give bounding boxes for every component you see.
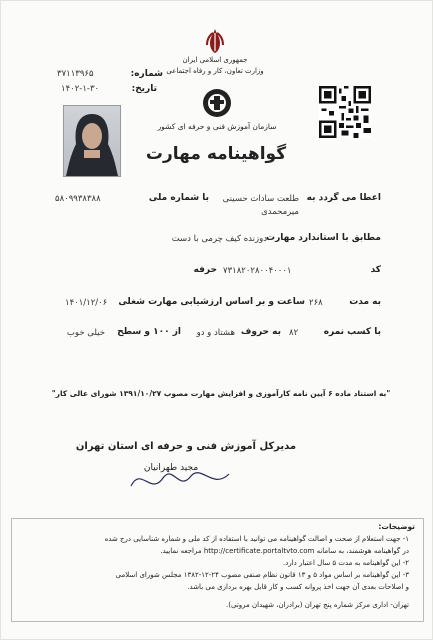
exam-date-value: ۱۴۰۱/۱۲/۰۶ <box>65 298 108 308</box>
signature-scribble <box>121 456 241 506</box>
standard-label: مطابق با استاندارد مهارت <box>266 233 381 243</box>
code-value: ۷۳۱۸۲۰۲۸۰۰۴۰۰۰۱ <box>223 266 292 276</box>
hours-label: ساعت و بر اساس ارزشیابی مهارت شغلی <box>118 297 305 307</box>
number-label: شماره: <box>130 69 163 79</box>
note-line-6: تهران- اداری مرکز شماره پنج تهران (برادران، شهیدان مروتی). <box>226 601 409 609</box>
granted-label: اعطا می گردد به <box>306 193 381 203</box>
notes-heading: توضیحات: <box>378 522 415 531</box>
holder-name: طلعت سادات حسینی <box>222 194 299 204</box>
out-of-label: از ۱۰۰ و سطح <box>117 327 181 337</box>
tvto-logo-icon <box>201 87 233 119</box>
note-line-3: ۲- این گواهینامه به مدت ۵ سال اعتبار دارد. <box>283 559 409 567</box>
national-id-label: با شماره ملی <box>148 193 209 203</box>
notes-section <box>11 518 424 622</box>
duration-value: ۲۶۸ <box>309 298 323 308</box>
score-words: هشتاد و دو <box>196 328 235 338</box>
signatory-name: مجید طهرانیان <box>143 463 199 473</box>
in-words-label: به حروف <box>240 327 281 337</box>
country-name: جمهوری اسلامی ایران <box>182 56 248 64</box>
legal-note: "به استناد ماده ۶ آیین نامه کارآموزی و افزایش مهارت مصوب ۱۳۹۱/۱۰/۲۷ شورای عالی کار" <box>51 389 391 398</box>
date-label: تاریخ: <box>131 84 157 94</box>
date-value: ۱۴۰۲-۱-۳۰ <box>61 84 100 94</box>
note-line-4: ۳- این گواهینامه بر اساس مواد ۵ و ۱۳ قانون نظام صنفی مصوب ۲۴-۱۲-۱۳۸۲ مجلس شورای اسلامی <box>115 571 409 579</box>
signatory-title: مدیرکل آموزش فنی و حرفه ای استان تهران <box>75 441 297 452</box>
code-label: کد <box>370 265 381 275</box>
level-value: خیلی خوب <box>66 328 105 338</box>
ministry-name: وزارت تعاون، کار و رفاه اجتماعی <box>166 67 264 75</box>
duration-label: به مدت <box>349 297 381 307</box>
number-value: ۳۷۱۱۳۹۶۵ <box>57 69 94 79</box>
trade-label: حرفه <box>193 265 217 275</box>
qr-code-icon <box>319 86 371 138</box>
score-value: ۸۲ <box>289 328 299 338</box>
holder-photo <box>63 105 121 177</box>
organization-name: سازمان آموزش فنی و حرفه ای کشور <box>157 122 277 131</box>
note-line-5: و اصلاحات بعدی آن جهت اخذ پروانه کسب و کار قابل بهره برداری می باشد. <box>187 583 409 591</box>
note-line-2: در گواهینامه هوشمند، به سامانه http://certificate.portaltvto.com مراجعه نمایید. <box>160 547 409 555</box>
national-id-value: ۵۸۰۹۹۳۸۳۸۸ <box>55 194 101 204</box>
certificate-title: گواهینامه مهارت <box>145 144 287 164</box>
score-label: با کسب نمره <box>323 327 381 337</box>
iran-emblem-icon <box>204 27 226 55</box>
note-line-1: ۱- جهت استعلام از صحت و اصالت گواهینامه می توانید با استفاده از کد ملی و شماره شناسایی درج شده <box>104 535 409 543</box>
standard-value: دوزنده کیف چرمی با دست <box>171 234 267 244</box>
holder-name-line2: میرمحمدی <box>261 207 299 217</box>
